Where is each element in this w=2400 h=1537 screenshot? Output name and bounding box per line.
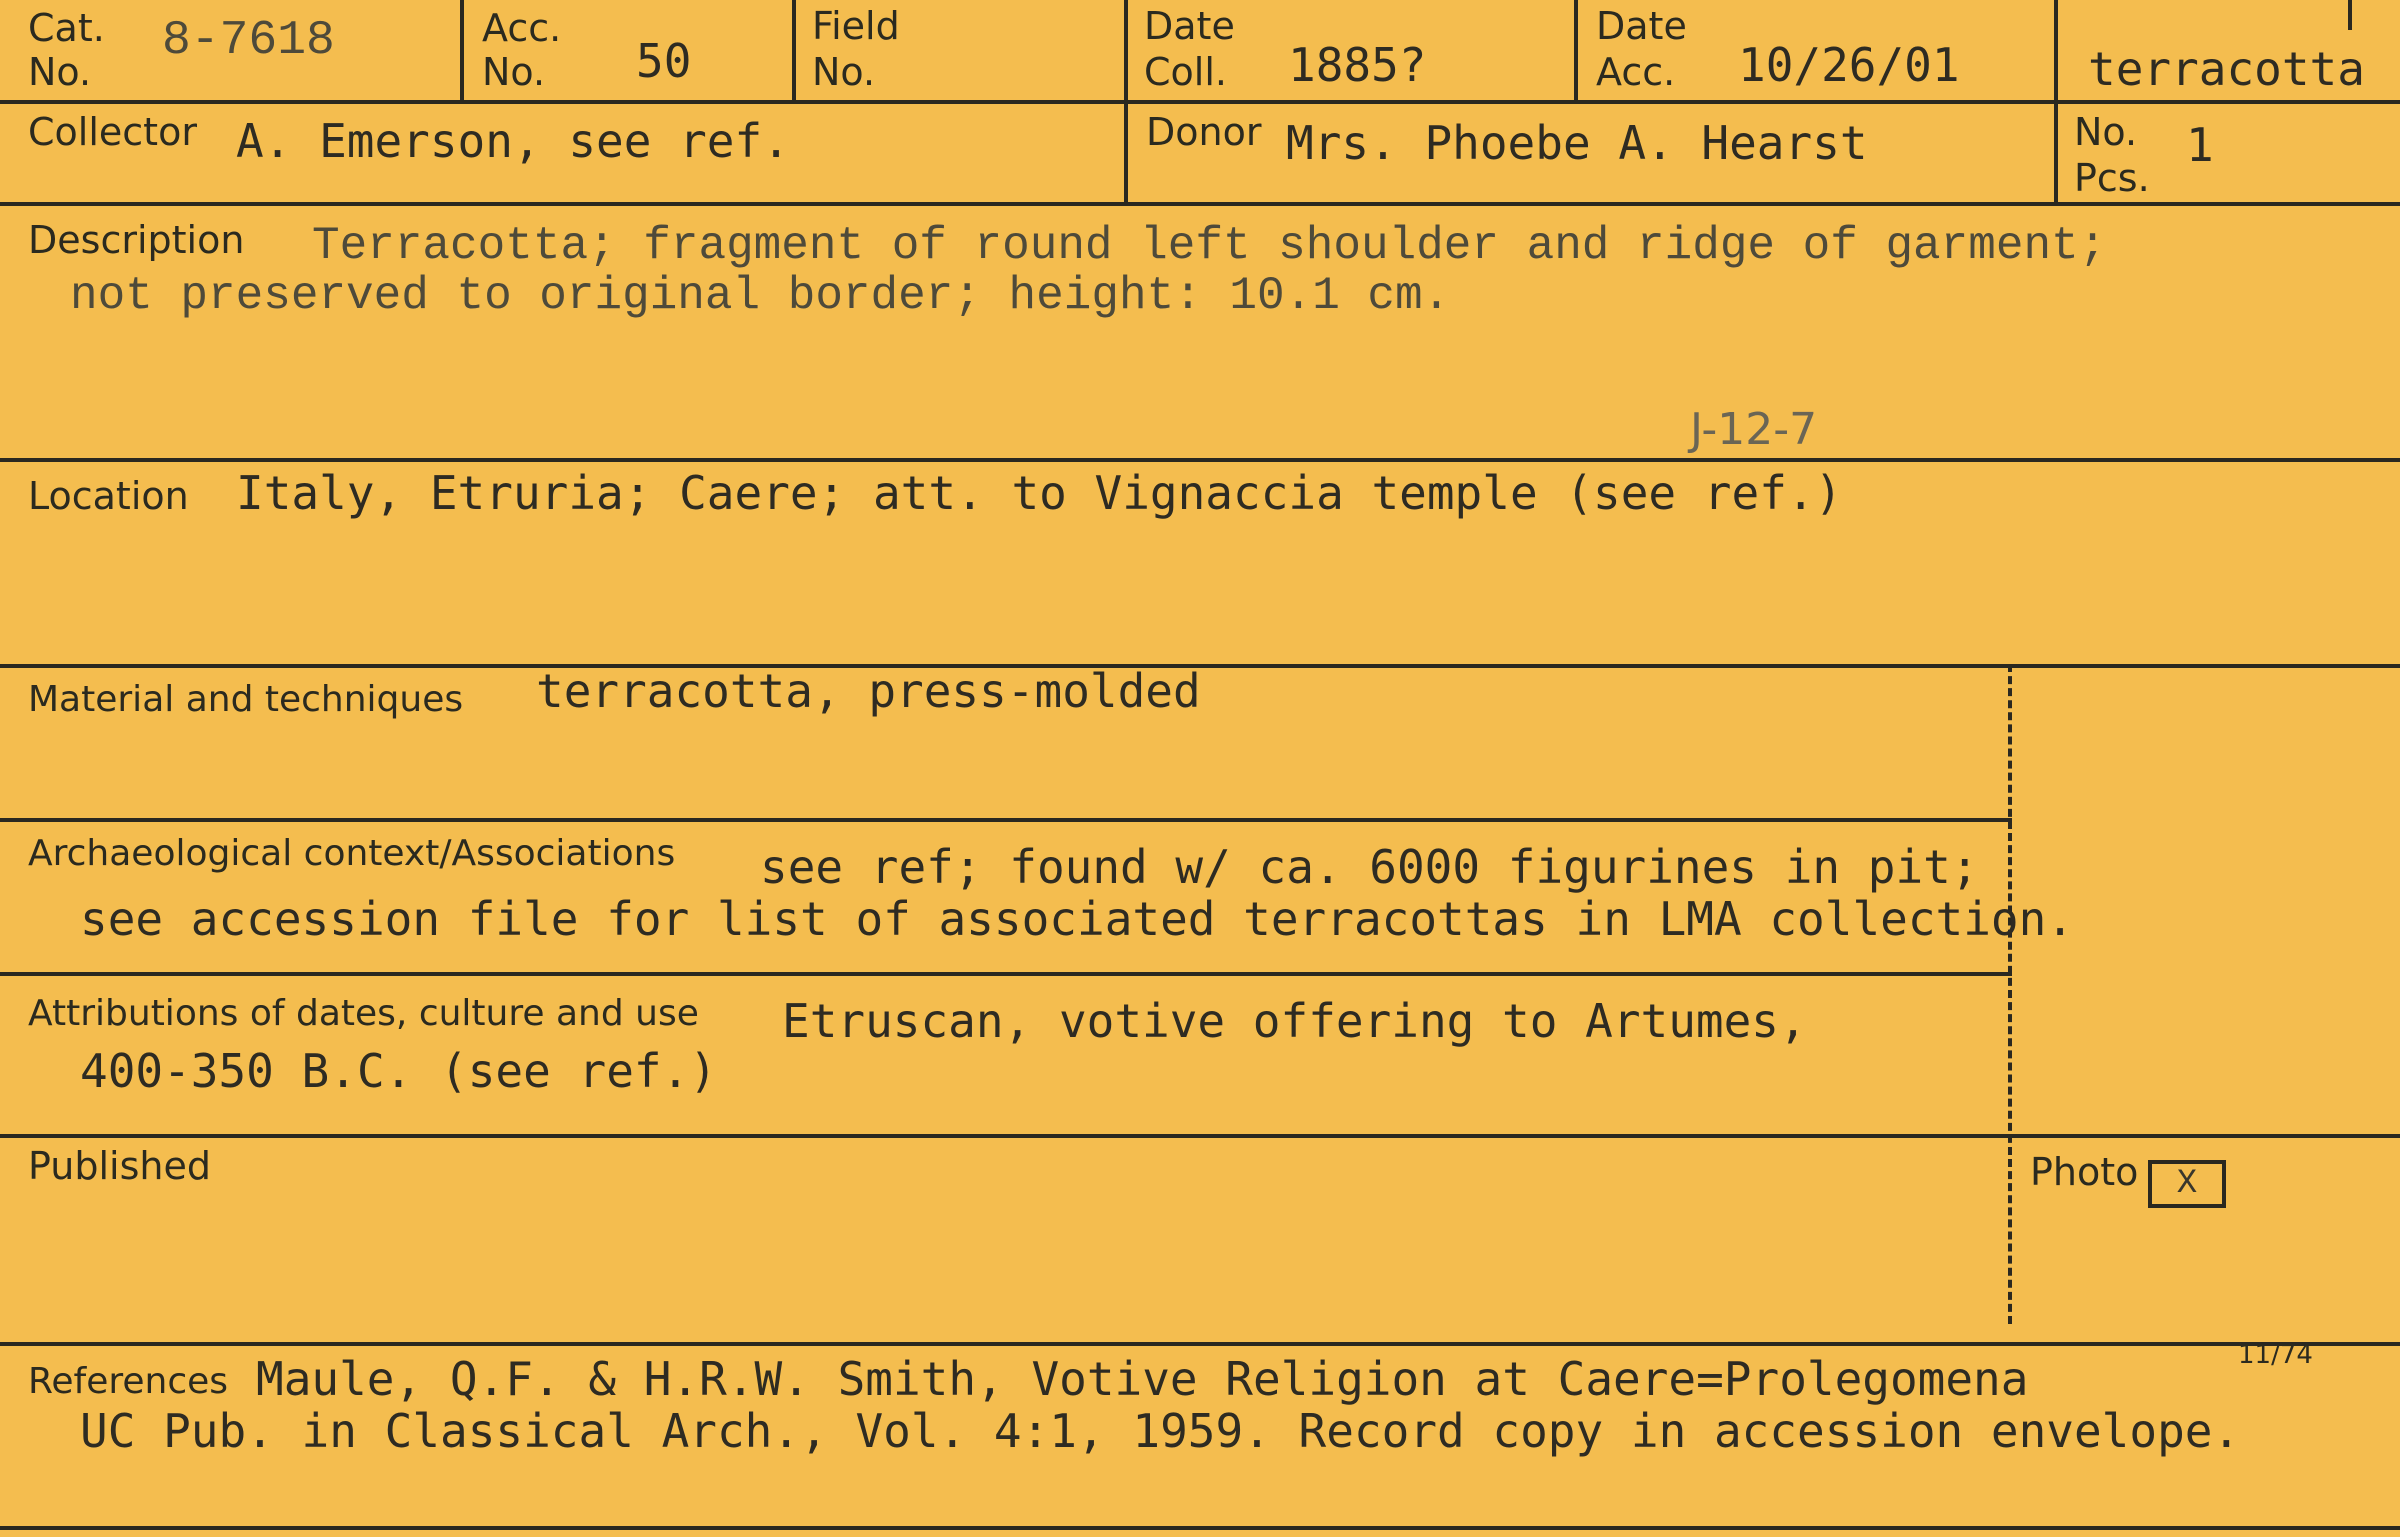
date-accessioned: 10/26/01 (1738, 38, 1960, 92)
rule-description (0, 458, 2400, 462)
pcs-label-1: No. (2074, 110, 2138, 154)
rule-context (0, 972, 2012, 976)
divider-top-right (2348, 0, 2352, 30)
handwritten-note: J-12-7 (1690, 404, 1818, 455)
material-label: Material and techniques (28, 679, 464, 720)
date-collected: 1885? (1288, 38, 1427, 92)
donor-label: Donor (1146, 110, 1262, 154)
rule-published (0, 1342, 2400, 1346)
cat-label-2: No. (28, 50, 92, 94)
divider-date-tag (2054, 0, 2058, 204)
context-label: Archaeological context/Associations (28, 833, 676, 874)
pcs-value: 1 (2186, 118, 2214, 172)
description-line-1: Terracotta; fragment of round left shoulder and ridge of garment; (312, 220, 2107, 272)
collector-label: Collector (28, 110, 197, 154)
donor-value: Mrs. Phoebe A. Hearst (1286, 116, 1868, 170)
photo-label: Photo (2030, 1150, 2139, 1194)
references-line-2: UC Pub. in Classical Arch., Vol. 4:1, 1959. Record copy in accession envelope. (80, 1404, 2241, 1458)
date-coll-label-2: Coll. (1144, 50, 1227, 94)
context-line-1: see ref; found w/ ca. 6000 figurines in pit; (760, 840, 1979, 894)
references-line-1: Maule, Q.F. & H.R.W. Smith, Votive Religion at Caere=Prolegomena (256, 1352, 2029, 1406)
dashed-divider-photo (2008, 664, 2012, 1324)
collector-value: A. Emerson, see ref. (236, 114, 790, 168)
rule-attributions (0, 1134, 2400, 1138)
cat-number: 8-7618 (162, 14, 335, 68)
rule-material (0, 818, 2012, 822)
date-acc-label-2: Acc. (1596, 50, 1676, 94)
field-label-1: Field (812, 4, 900, 48)
cat-label-1: Cat. (28, 6, 105, 50)
divider-cat-acc (460, 0, 464, 102)
location-label: Location (28, 474, 189, 518)
acc-label-2: No. (482, 50, 546, 94)
photo-checkbox: X (2148, 1160, 2226, 1208)
attributions-label: Attributions of dates, culture and use (28, 993, 699, 1034)
date-coll-label-1: Date (1144, 4, 1235, 48)
material-tag: terracotta (2088, 42, 2365, 96)
divider-field-date (1124, 0, 1128, 204)
attributions-line-1: Etruscan, votive offering to Artumes, (782, 994, 1807, 1048)
rule-row2 (0, 202, 2400, 206)
description-label: Description (28, 218, 245, 262)
location-value: Italy, Etruria; Caere; att. to Vignaccia temple (see ref.) (236, 466, 1843, 520)
rule-bottom (0, 1526, 2400, 1530)
rule-header (0, 100, 2400, 104)
description-line-2: not preserved to original border; height: 10.1 cm. (70, 270, 1451, 322)
pcs-label-2: Pcs. (2074, 156, 2150, 200)
references-label: References (28, 1361, 229, 1402)
divider-date-date (1574, 0, 1578, 102)
context-line-2: see accession file for list of associated terracottas in LMA collection. (80, 892, 2074, 946)
material-value: terracotta, press-molded (536, 664, 1201, 718)
acc-number: 50 (636, 34, 692, 88)
form-code: 11/74 (2238, 1340, 2313, 1370)
divider-acc-field (792, 0, 796, 102)
date-acc-label-1: Date (1596, 4, 1687, 48)
field-label-2: No. (812, 50, 876, 94)
attributions-line-2: 400-350 B.C. (see ref.) (80, 1044, 717, 1098)
published-label: Published (28, 1144, 211, 1188)
acc-label-1: Acc. (482, 6, 562, 50)
